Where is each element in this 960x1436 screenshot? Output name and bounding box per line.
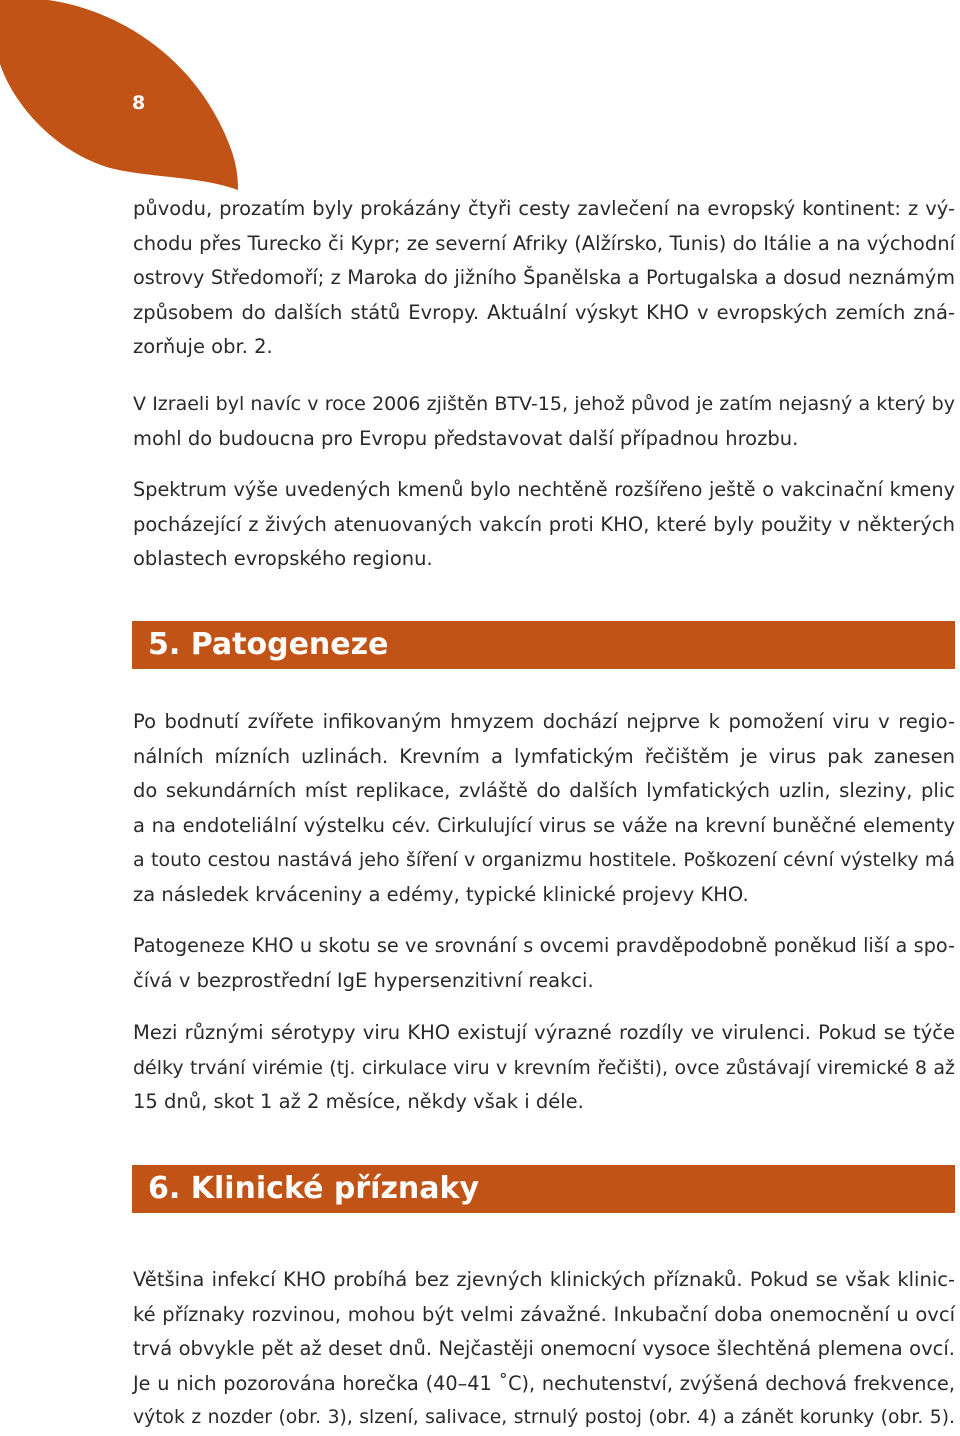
text-line: původu, prozatím byly prokázány čtyři cesty zavlečení na evropský kontinent: z vý- bbox=[133, 197, 955, 220]
text-line: délky trvání virémie (tj. cirkulace viru v krevním řečišti), ovce zůstávají viremické 8 až bbox=[133, 1056, 955, 1079]
paragraph-clinical-signs bbox=[133, 1263, 955, 1436]
text-line: Spektrum výše uvedených kmenů bylo nechtěně rozšířeno ještě o vakcinační kmeny bbox=[133, 478, 955, 501]
text-line: zorňuje obr. 2. bbox=[133, 335, 273, 358]
text-line: a na endoteliální výstelku cév. Cirkulující virus se váže na krevní buněčné elementy bbox=[133, 813, 955, 837]
text-line: oblastech evropského regionu. bbox=[133, 547, 433, 570]
text-line: Po bodnutí zvířete infikovaným hmyzem dochází nejprve k pomožení viru v regio- bbox=[133, 710, 955, 733]
text-line: do sekundárních míst replikace, zvláště do dalších lymfatických uzlin, sleziny, plic bbox=[133, 779, 955, 802]
text-line: chodu přes Turecko či Kypr; ze severní Afriky (Alžírsko, Tunis) do Itálie a na východní bbox=[133, 231, 955, 255]
text-line: výtok z nozder (obr. 3), slzení, salivace, strnulý postoj (obr. 4) a zánět korunky (obr. 5). bbox=[133, 1407, 955, 1428]
page-number: 8 bbox=[132, 92, 146, 114]
text-line: Patogeneze KHO u skotu se ve srovnání s ovcemi pravděpodobně poněkud liší a spo- bbox=[133, 934, 955, 957]
paragraph-vaccine-strains bbox=[133, 473, 955, 577]
text-line: za následek krváceniny a edémy, typické klinické projevy KHO. bbox=[133, 882, 749, 906]
text-line: trvá obvykle pět až deset dnů. Nejčastěji onemocní vysoce šlechtěná plemena ovcí. bbox=[133, 1337, 955, 1360]
text-line: ké příznaky rozvinou, mohou být velmi závažné. Inkubační doba onemocnění u ovcí bbox=[133, 1302, 955, 1326]
text-line: způsobem do dalších států Evropy. Aktuální výskyt KHO v evropských zemích zná- bbox=[133, 300, 955, 324]
page-corner-leaf-decoration bbox=[0, 0, 240, 200]
text-line: 15 dnů, skot 1 až 2 měsíce, někdy však i déle. bbox=[133, 1090, 584, 1113]
text-line: Je u nich pozorována horečka (40–41 ˚C), nechutenství, zvýšená dechová frekvence, bbox=[133, 1371, 955, 1395]
text-line: V Izraeli byl navíc v roce 2006 zjištěn BTV-15, jehož původ je zatím nejasný a který by bbox=[133, 393, 955, 415]
section-heading-klinicke-priznaky: 6. Klinické příznaky bbox=[132, 1165, 955, 1213]
text-line: a touto cestou nastává jeho šíření v organizmu hostitele. Poškození cévní výstelky má bbox=[133, 849, 955, 871]
text-line: Většina infekcí KHO probíhá bez zjevných klinických příznaků. Pokud se však klinic- bbox=[133, 1268, 955, 1291]
text-line: pocházející z živých atenuovaných vakcín proti KHO, které byly použity v některých bbox=[133, 512, 955, 536]
text-line: nálních mízních uzlinách. Krevním a lymfatickým řečištěm je virus pak zanesen bbox=[133, 744, 955, 768]
section-heading-patogeneze: 5. Patogeneze bbox=[132, 621, 955, 669]
paragraph-virulence-viremia bbox=[133, 1016, 955, 1120]
paragraph-cattle-ige bbox=[133, 929, 955, 998]
text-line: mohl do budoucna pro Evropu představovat další případnou hrozbu. bbox=[133, 426, 799, 450]
paragraph-origin-routes bbox=[133, 192, 955, 365]
paragraph-pathogenesis bbox=[133, 705, 955, 912]
text-line: Mezi různými sérotypy viru KHO existují výrazné rozdíly ve virulenci. Pokud se týče bbox=[133, 1021, 955, 1044]
text-line: čívá v bezprostřední IgE hypersenzitivní reakci. bbox=[133, 968, 594, 992]
paragraph-btv15-israel bbox=[133, 387, 955, 456]
text-line: ostrovy Středomoří; z Maroka do jižního Španělska a Portugalska a dosud neznámým bbox=[133, 266, 955, 289]
